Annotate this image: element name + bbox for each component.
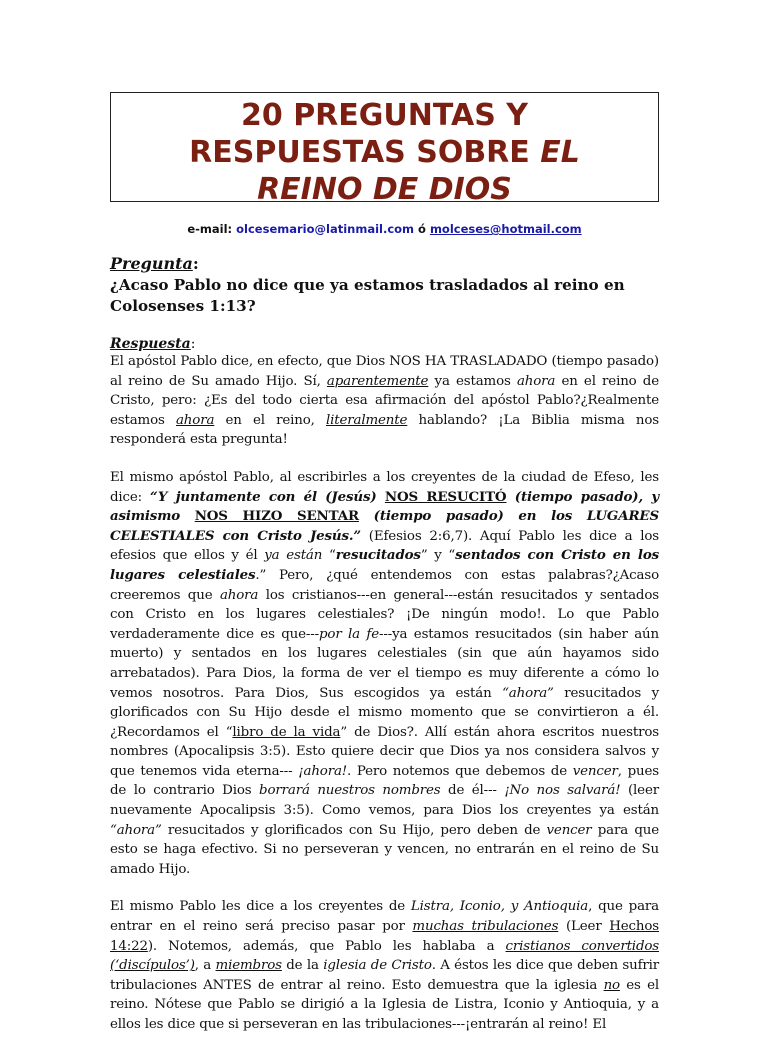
email-separator: ó [414,222,430,236]
title-line-2: RESPUESTAS SOBRE [189,135,541,170]
document-title [121,97,648,208]
question-section: Pregunta: ¿Acaso Pablo no dice que ya estamos trasladados al reino en Colosenses 1:13? [110,254,659,317]
email-prefix: e-mail: [187,222,237,236]
answer-paragraph-1: El apóstol Pablo dice, en efecto, que Dios NOS HA TRASLADADO (tiempo pasado) al reino de Su amado Hijo. Sí, aparentemente ya estamos ahora en el reino de Cristo, pero: ¿Es del todo cierta esa afirmación del apóstol Pablo?¿Realmente estamos ahora en el reino, literalmente hablando? ¡La Biblia misma nos responderá esta pregunta! [110,354,659,448]
answer-paragraph-2: El mismo apóstol Pablo, al escribirles a los creyentes de la ciudad de Efeso, les dice: “Y juntamente con él (Jesús) NOS RESUCITÓ (tiempo pasado), y asimismo NOS HIZO SENTAR (tiempo pasado) en los LUGARES CELESTIALES con Cristo Jesús.” (Efesios 2:6,7). Aquí Pablo les dice a los efesios que ellos y él ya están “resucitados” y “sentados con Cristo en los lugares celestiales.” Pero, ¿qué entendemos con estas palabras?¿Acaso creeremos que ahora los cristianos---en general---están resucitados y sentados con Cristo en los lugares celestiales? ¡De ningún modo!. Lo que Pablo verdaderamente dice es que---por la fe---ya estamos resucitados (sin haber aún muerto) y sentados en los lugares celestiales (sin que aún hayamos sido arrebatados). Para Dios, la forma de ver el tiempo es muy diferente a cómo lo vemos nosotros. Para Dios, Sus escogidos ya están “ahora” resucitados y glorificados con Su Hijo desde el mismo momento que se convirtieron a él. ¿Recordamos el “libro de la vida” de Dios?. Allí están ahora escritos nuestros nombres (Apocalipsis 3:5). Esto quiere decir que Dios ya nos considera salvos y que tenemos vida eterna--- ¡ahora!. Pero notemos que debemos de vencer, pues de lo contrario Dios borrará nuestros nombres de él--- ¡No nos salvará! (leer nuevamente Apocalipsis 3:5). Como vemos, para Dios los creyentes ya están “ahora” resucitados y glorificados con Su Hijo, pero deben de vencer para que esto se haga efectivo. Si no perseveran y vencen, no entrarán en el reino de Su amado Hijo. [110,469,660,877]
question-text: ¿Acaso Pablo no dice que ya estamos trasladados al reino en Colosenses 1:13? [110,276,625,315]
title-line-1: 20 PREGUNTAS Y [241,98,528,133]
answer-paragraph-3: El mismo Pablo les dice a los creyentes de Listra, Iconio, y Antioquia, que para entrar en el reino será preciso pasar por muchas tribulaciones (Leer Hechos 14:22). Notemos, además, que Pablo les hablaba a cristianos convertidos (‘discípulos’), a miembros de la iglesia de Cristo. A éstos les dice que deben sufrir tribulaciones ANTES de entrar al reino. Esto demuestra que la iglesia no es el reino. Nótese que Pablo se dirigió a la Iglesia de Listra, Iconio y Antioquia, y a ellos les dice que si perseveran en las tribulaciones---¡entrarán al reino! El [110,899,660,1032]
answer-section: Respuesta: El apóstol Pablo dice, en efecto, que Dios NOS HA TRASLADADO (tiempo pasado) al reino de Su amado Hijo. Sí, aparentemente ya estamos ahora en el reino de Cristo, pero: ¿Es del todo cierta esa afirmación del apóstol Pablo?¿Realmente estamos ahora en el reino, literalmente hablando? ¡La Biblia misma nos responderá esta pregunta! El mismo apóstol Pablo, al escribirles a los creyentes de la ciudad de Efeso, les dice: “Y juntamente con él (Jesús) NOS RESUCITÓ (tiempo pasado), y asimismo NOS HIZO SENTAR (tiempo pasado) en los LUGARES CELESTIALES con Cristo Jesús.” (Efesios 2:6,7). Aquí Pablo les dice a los efesios que ellos y él ya están “resucitados” y “sentados con Cristo en los lugares celestiales.” Pero, ¿qué entendemos con estas palabras?¿Acaso creeremos que ahora los cristianos---en general---están resucitados y sentados con Cristo en los lugares celestiales? ¡De ningún modo!. Lo que Pablo verdaderamente dice es que---por la fe---ya estamos resucitados (sin haber aún muerto) y sentados en los lugares celestiales (sin que aún hayamos sido arrebatados). Para Dios, la forma de ver el tiempo es muy diferente a cómo lo vemos nosotros. Para Dios, Sus escogidos ya están “ahora” resucitados y glorificados con Su Hijo desde el mismo momento que se convirtieron a él. ¿Recordamos el “libro de la vida” de Dios?. Allí están ahora escritos nuestros nombres (Apocalipsis 3:5). Esto quiere decir que Dios ya nos considera salvos y que tenemos vida eterna--- ¡ahora!. Pero notemos que debemos de vencer, pues de lo contrario Dios borrará nuestros nombres de él--- ¡No nos salvará! (leer nuevamente Apocalipsis 3:5). Como vemos, para Dios los creyentes ya están “ahora” resucitados y glorificados con Su Hijo, pero deben de vencer para que esto se haga efectivo. Si no perseveran y vencen, no entrarán en el reino de Su amado Hijo. El mismo Pablo les dice a los creyentes de Listra, Iconio, y Antioquia, que para entrar en el reino será preciso pasar por muchas tribulaciones (Leer Hechos 14:22). Notemos, además, que Pablo les hablaba a cristianos convertidos (‘discípulos’), a miembros de la iglesia de Cristo. A éstos les dice que deben sufrir tribulaciones ANTES de entrar al reino. Esto demuestra que la iglesia no es el reino. Nótese que Pablo se dirigió a la Iglesia de Listra, Iconio y Antioquia, y a ellos les dice que si perseveran en las tribulaciones---¡entrarán al reino! El [110,333,659,1035]
answer-label: Respuesta [110,336,191,352]
question-label: Pregunta [110,254,193,273]
contact-line [110,222,659,236]
title-line-2-italic: EL [540,135,580,170]
email-link-1[interactable]: olcesemario@latinmail.com [236,222,415,236]
document-page [110,92,659,1053]
title-line-3: REINO DE DIOS [257,172,512,207]
email-link-2[interactable]: molceses@hotmail.com [429,222,582,236]
title-box [110,92,659,207]
